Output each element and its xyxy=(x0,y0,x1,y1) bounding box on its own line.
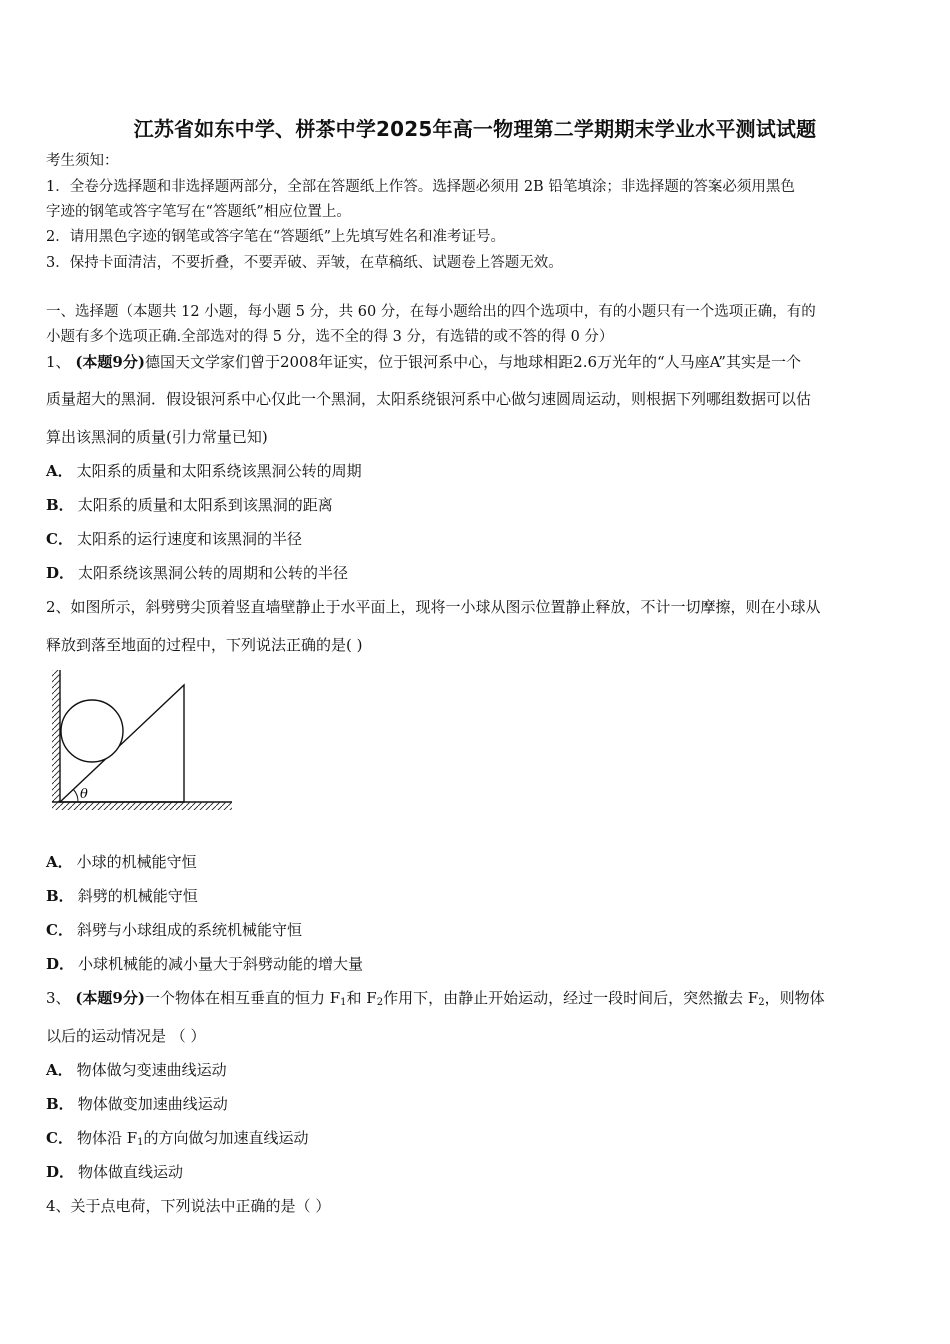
q1-text-1: 德国天文学家们曾于2008年证实，位于银河系中心，与地球相距2.6万光年的“人马座A”其实是一个 xyxy=(144,353,801,371)
q3-option-c: C． 物体沿 $F_1$的方向做匀加速直线运动 xyxy=(46,1129,309,1148)
q3-option-a: A． 物体做匀变速曲线运动 xyxy=(46,1061,227,1079)
q2-option-d: D． 小球机械能的减小量大于斜劈动能的增大量 xyxy=(46,955,364,973)
q3-number: 3、 xyxy=(46,989,71,1007)
wedge-ball-figure xyxy=(48,668,238,818)
q2-option-b: B． 斜劈的机械能守恒 xyxy=(46,887,198,905)
q2-option-c: C． 斜劈与小球组成的系统机械能守恒 xyxy=(46,921,302,939)
q2-line2: 释放到落至地面的过程中，下列说法正确的是( ) xyxy=(46,636,363,654)
q3-option-b: B． 物体做变加速曲线运动 xyxy=(46,1095,228,1113)
q1-line2: 质量超大的黑洞．假设银河系中心仅此一个黑洞，太阳系绕银河系中心做匀速圆周运动，则根据下列哪组数据可以估 xyxy=(46,390,812,408)
section-heading-line2: 小题有多个选项正确.全部选对的得 5 分，选不全的得 3 分，有选错的或不答的得 0 分） xyxy=(46,329,614,345)
ball xyxy=(61,700,123,762)
wall-hatch xyxy=(52,670,60,802)
q1-points: (本题9分) xyxy=(75,353,145,371)
notice-heading: 考生须知： xyxy=(46,153,119,169)
q3-points: (本题9分) xyxy=(75,989,145,1007)
q3-line1: 3、 (本题9分)一个物体在相互垂直的恒力 $F_1$和 $F_2$作用下，由静止开始运动，经过一段时间后，突然撤去 $F_2$，则物体 xyxy=(46,989,825,1008)
notice-item-3: 3．保持卡面清洁，不要折叠，不要弄破、弄皱，在草稿纸、试题卷上答题无效。 xyxy=(46,255,563,271)
notice-item-2: 2．请用黑色字迹的钢笔或答字笔在“答题纸”上先填写姓名和准考证号。 xyxy=(46,229,506,245)
angle-arc xyxy=(73,789,78,802)
notice-item-1: 1．全卷分选择题和非选择题两部分，全部在答题纸上作答。选择题必须用 2B 铅笔填涂；非选择题的答案必须用黑色 xyxy=(46,179,795,195)
q1-option-a: A． 太阳系的质量和太阳系绕该黑洞公转的周期 xyxy=(46,462,362,480)
q1-line3: 算出该黑洞的质量(引力常量已知) xyxy=(46,428,268,446)
q2-line1: 2、如图所示，斜劈劈尖顶着竖直墙壁静止于水平面上，现将一小球从图示位置静止释放，不计一切摩擦，则在小球从 xyxy=(46,598,821,616)
page-title: 江苏省如东中学、栟茶中学2025年高一物理第二学期期末学业水平测试试题 xyxy=(133,117,817,141)
q2-option-a: A． 小球的机械能守恒 xyxy=(46,853,197,871)
ground-hatch xyxy=(52,802,232,810)
theta-label: θ xyxy=(80,787,88,802)
q1-option-d: D． 太阳系绕该黑洞公转的周期和公转的半径 xyxy=(46,564,349,582)
q1-option-c: C． 太阳系的运行速度和该黑洞的半径 xyxy=(46,530,302,548)
q1-number: 1、 xyxy=(46,353,71,371)
section-heading-line1: 一、选择题（本题共 12 小题，每小题 5 分，共 60 分，在每小题给出的四个选项中，有的小题只有一个选项正确，有的 xyxy=(46,304,816,320)
q4-line1: 4、关于点电荷，下列说法中正确的是（ ） xyxy=(46,1197,331,1215)
q1-line1 xyxy=(46,352,916,372)
notice-item-1-cont: 字迹的钢笔或答字笔写在“答题纸”相应位置上。 xyxy=(46,204,351,220)
q1-option-b: B． 太阳系的质量和太阳系到该黑洞的距离 xyxy=(46,496,333,514)
q3-option-d: D． 物体做直线运动 xyxy=(46,1163,184,1181)
q3-line2: 以后的运动情况是 （ ） xyxy=(46,1027,206,1045)
